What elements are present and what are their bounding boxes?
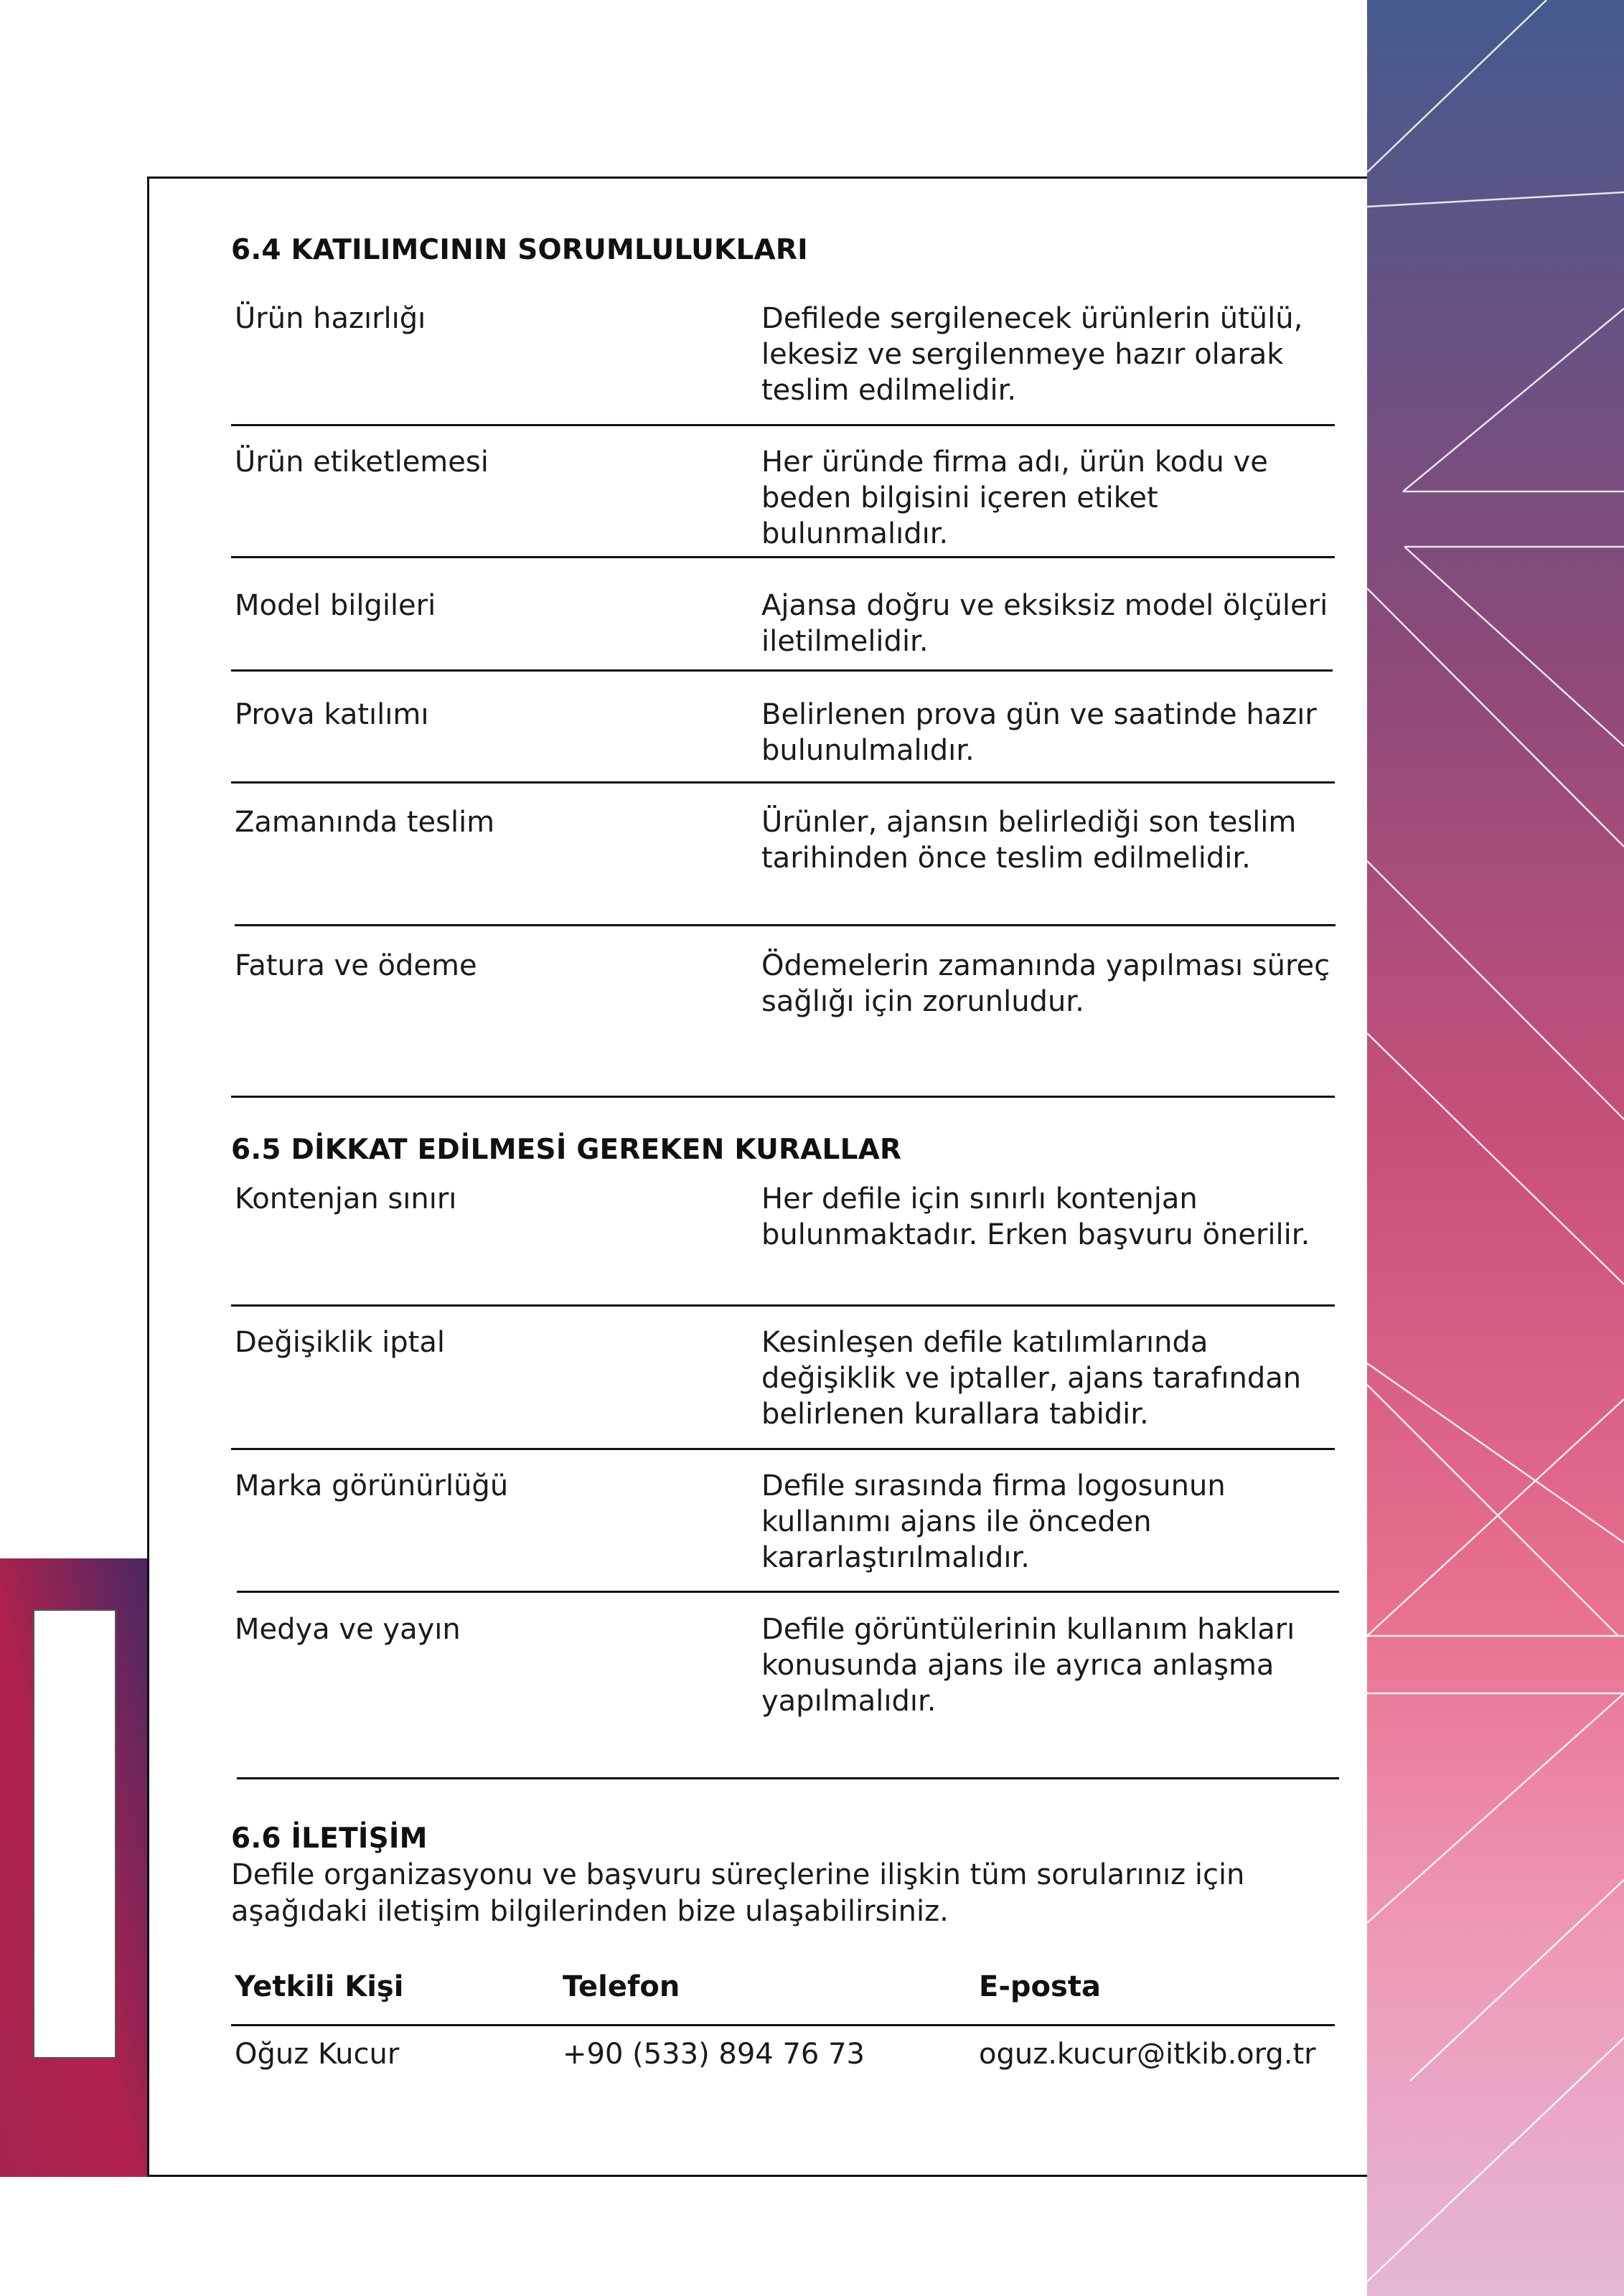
row-divider [231,781,1335,784]
section-divider [231,1096,1335,1098]
contact-table-divider [231,2024,1335,2026]
contact-phone[interactable]: +90 (533) 894 76 73 [563,2038,865,2071]
decorative-right-band [1367,0,1624,2296]
row-divider [231,424,1335,426]
row-description: Defile sırasında firma logosunun kullanımı ajans ile önceden kararlaştırılmalıdır. [761,1469,1226,1574]
row-description: Ürünler, ajansın belirlediği son teslim tarihinden önce teslim edilmelidir. [761,806,1297,875]
row-divider [235,924,1336,926]
row-description: Defilede sergilenecek ürünlerin ütülü, lekesiz ve sergilenmeye hazır olarak teslim edilmelidir. [761,302,1303,407]
row-description: Belirlenen prova gün ve saatinde hazır bulunulmalıdır. [761,698,1317,767]
row-divider [231,669,1333,672]
section-title-6-6: 6.6 İLETİŞİM [231,1822,428,1855]
row-label: Model bilgileri [235,589,436,622]
row-divider [237,1591,1339,1593]
row-description: Her üründe firma adı, ürün kodu ve beden bilgisini içeren etiket bulunmalıdır. [761,446,1268,550]
contact-intro: Defile organizasyonu ve başvuru süreçlerine ilişkin tüm sorularınız için aşağıdaki iletişim bilgilerinden bize ulaşabilirsiniz. [231,1858,1245,1928]
row-description: Ajansa doğru ve eksiksiz model ölçüleri iletilmelidir. [761,589,1328,658]
row-label: Kontenjan sınırı [235,1182,457,1215]
section-title-6-5: 6.5 DİKKAT EDİLMESİ GEREKEN KURALLAR [231,1134,902,1166]
row-description: Ödemelerin zamanında yapılması süreç sağlığı için zorunludur. [761,949,1330,1018]
decorative-left-band [0,1558,149,2177]
row-label: Medya ve yayın [235,1613,461,1646]
row-divider [231,1448,1335,1450]
row-description: Kesinleşen defile katılımlarında değişiklik ve iptaller, ajans tarafından belirlenen kurallara tabidir. [761,1326,1302,1431]
row-label: Ürün hazırlığı [235,302,426,335]
row-label: Değişiklik iptal [235,1326,445,1359]
row-label: Prova katılımı [235,698,429,731]
row-description: Her defile için sınırlı kontenjan bulunmaktadır. Erken başvuru önerilir. [761,1182,1310,1251]
row-label: Fatura ve ödeme [235,949,477,982]
row-label: Ürün etiketlemesi [235,446,489,479]
row-label: Marka görünürlüğü [235,1469,509,1502]
row-label: Zamanında teslim [235,806,495,839]
contact-person-name: Oğuz Kucur [235,2038,400,2071]
row-description: Defile görüntülerinin kullanım hakları konusunda ajans ile ayrıca anlaşma yapılmalıdır. [761,1613,1295,1718]
row-divider [231,1304,1335,1307]
row-divider [231,556,1335,558]
contact-header-person: Yetkili Kişi [235,1970,404,2003]
section-divider [237,1777,1339,1779]
contact-email-link[interactable]: oguz.kucur@itkib.org.tr [979,2038,1316,2071]
contact-header-email: E-posta [979,1970,1101,2003]
section-title-6-4: 6.4 KATILIMCININ SORUMLULUKLARI [231,234,808,266]
contact-header-phone: Telefon [563,1970,680,2003]
